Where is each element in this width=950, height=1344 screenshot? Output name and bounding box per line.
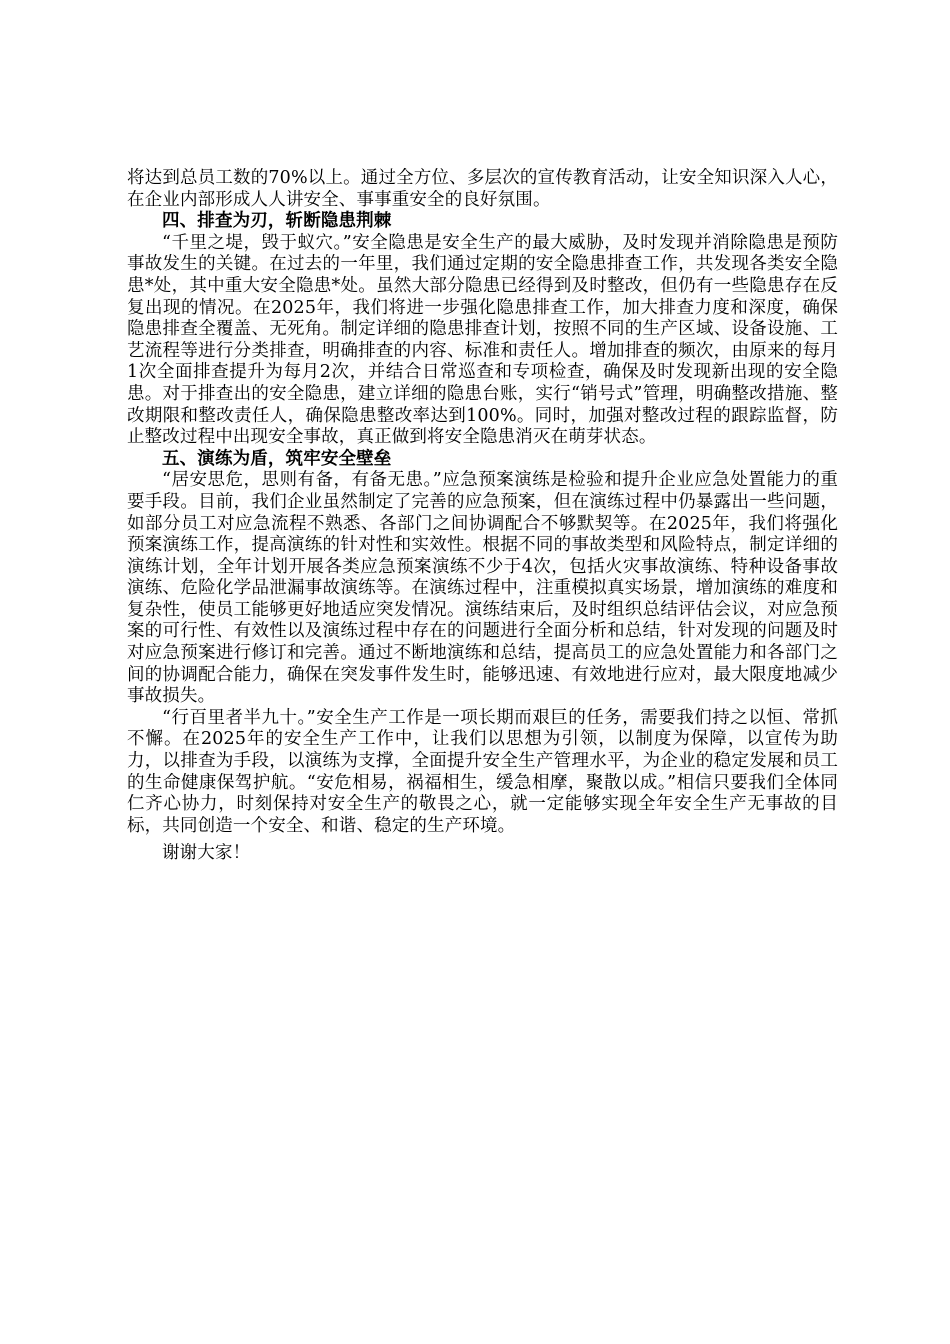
section-heading-5: 五、演练为盾，筑牢安全壁垒	[162, 448, 392, 469]
section-paragraph-4: “千里之堤，毁于蚁穴。”安全隐患是安全生产的最大威胁，及时发现并消除隐患是预防事故发生的关键。在过去的一年里，我们通过定期的安全隐患排查工作，共发现各类安全隐患*处，其中重大安全隐患*处。虽然大部分隐患已经得到及时整改，但仍有一些隐患存在反复出现的情况。在2025年，我们将进一步强化隐患排查工作，加大排查力度和深度，确保隐患排查全覆盖、无死角。制定详细的隐患排查计划，按照不同的生产区域、设备设施、工艺流程等进行分类排查，明确排查的内容、标准和责任人。增加排查的频次，由原来的每月1次全面排查提升为每月2次，并结合日常巡查和专项检查，确保及时发现新出现的安全隐患。对于排查出的安全隐患，建立详细的隐患台账，实行“销号式”管理，明确整改措施、整改期限和整改责任人，确保隐患整改率达到100%。同时，加强对整改过程的跟踪监督，防止整改过程中出现安全事故，真正做到将安全隐患消灭在萌芽状态。	[127, 232, 838, 448]
conclusion-paragraph: “行百里者半九十。”安全生产工作是一项长期而艰巨的任务，需要我们持之以恒、常抓不懈。在2025年的安全生产工作中，让我们以思想为引领，以制度为保障，以宣传为助力，以排查为手段，以演练为支撑，全面提升安全生产管理水平，为企业的稳定发展和员工的生命健康保驾护航。“安危相易，祸福相生，缓急相摩，聚散以成。”相信只要我们全体同仁齐心协力，时刻保持对安全生产的敬畏之心，就一定能够实现全年安全生产无事故的目标，共同创造一个安全、和谐、稳定的生产环境。	[127, 707, 838, 836]
closing-line: 谢谢大家！	[162, 843, 251, 864]
paragraph-intro-tail: 将达到总员工数的70%以上。通过全方位、多层次的宣传教育活动，让安全知识深入人心，在企业内部形成人人讲安全、事事重安全的良好氛围。	[127, 168, 838, 210]
section-paragraph-5: “居安思危，思则有备，有备无患。”应急预案演练是检验和提升企业应急处置能力的重要手段。目前，我们企业虽然制定了完善的应急预案，但在演练过程中仍暴露出一些问题，如部分员工对应急流程不熟悉、各部门之间协调配合不够默契等。在2025年，我们将强化预案演练工作，提高演练的针对性和实效性。根据不同的事故类型和风险特点，制定详细的演练计划，全年计划开展各类应急预案演练不少于4次，包括火灾事故演练、特种设备事故演练、危险化学品泄漏事故演练等。在演练过程中，注重模拟真实场景，增加演练的难度和复杂性，使员工能够更好地适应突发情况。演练结束后，及时组织总结评估会议，对应急预案的可行性、有效性以及演练过程中存在的问题进行全面分析和总结，针对发现的问题及时对应急预案进行修订和完善。通过不断地演练和总结，提高员工的应急处置能力和各部门之间的协调配合能力，确保在突发事件发生时，能够迅速、有效地进行应对，最大限度地减少事故损失。	[127, 470, 838, 707]
document-body	[127, 168, 838, 865]
section-heading-4: 四、排查为刃，斩断隐患荆棘	[162, 211, 392, 232]
